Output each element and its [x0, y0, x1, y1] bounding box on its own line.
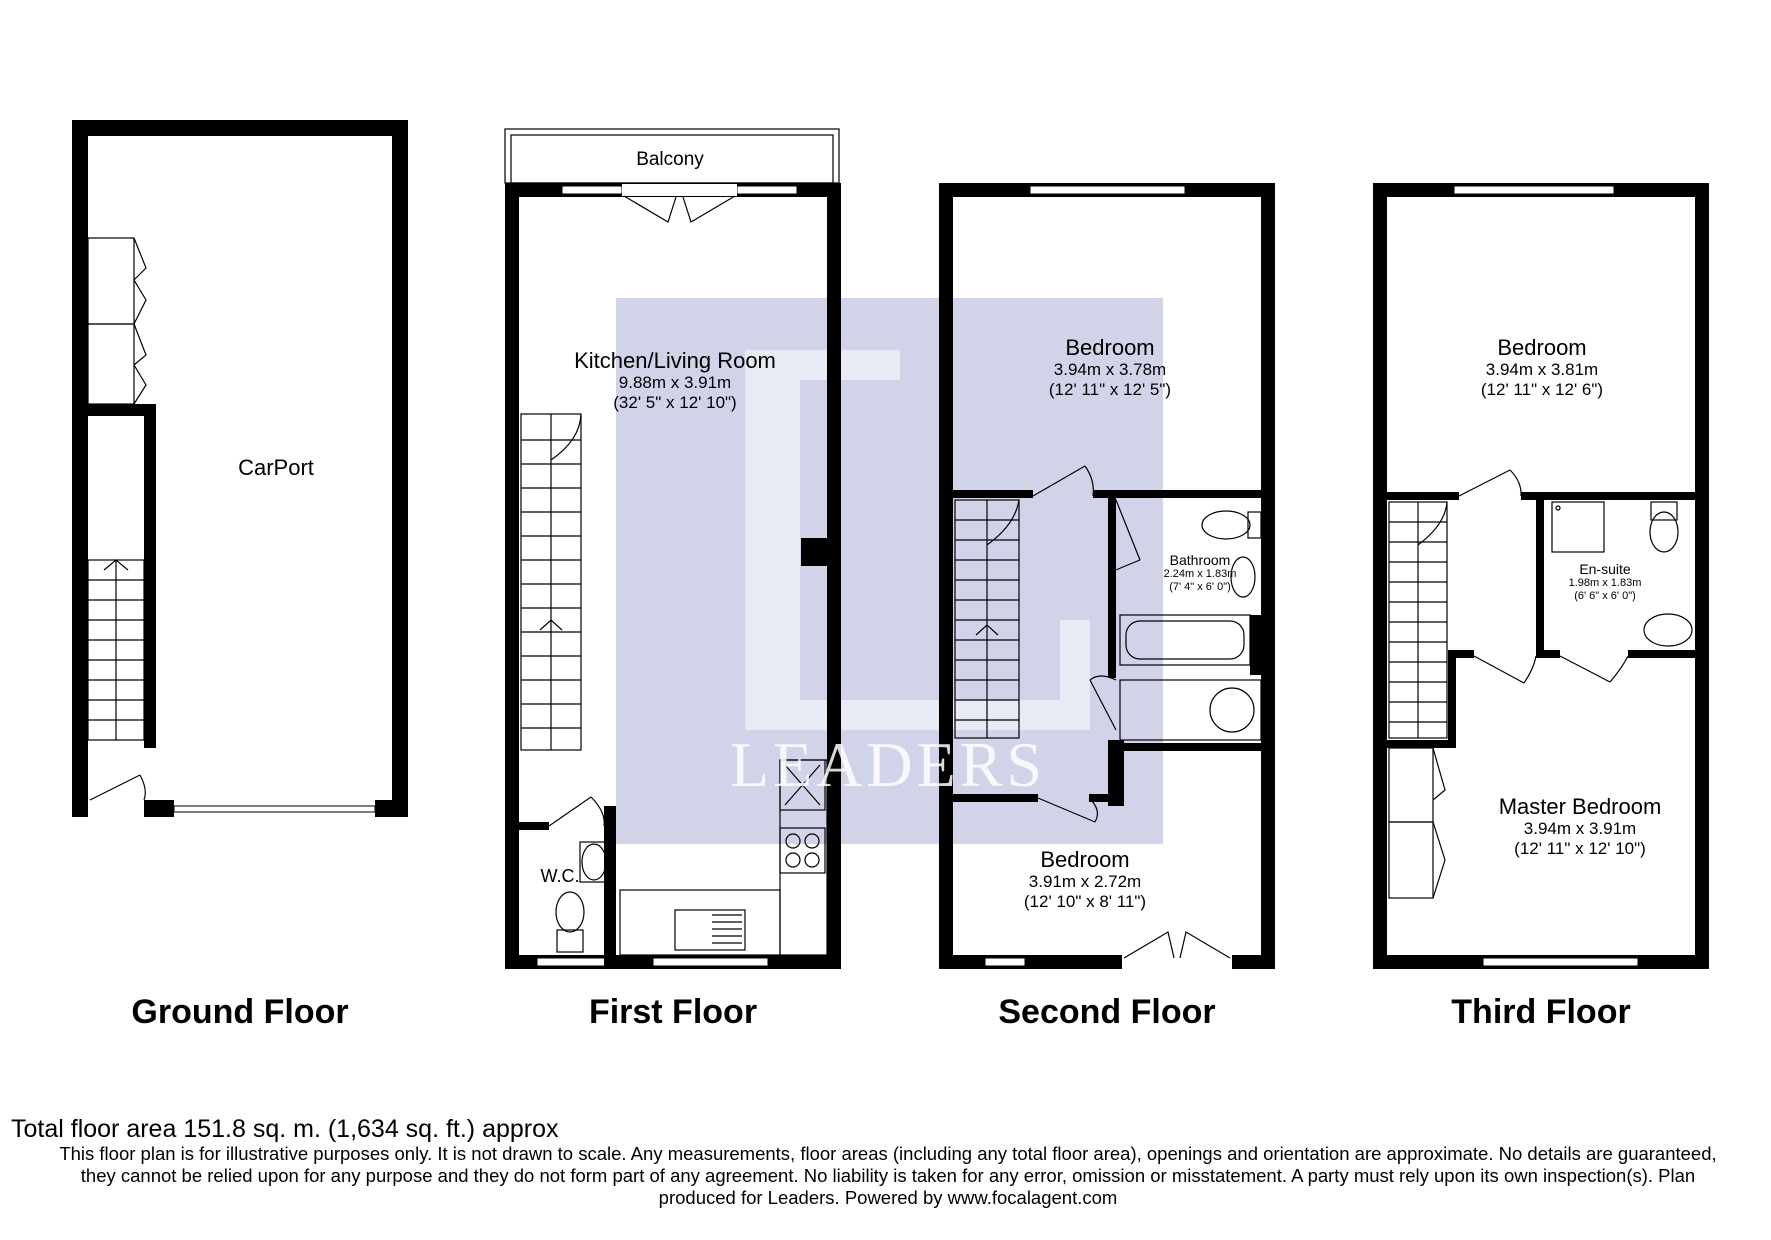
- room-imperial-ensuite: (6' 6" x 6' 0"): [1574, 589, 1636, 602]
- first-stairs: [521, 414, 581, 750]
- total-floor-area: Total floor area 151.8 sq. m. (1,634 sq. ft.) approx: [11, 1115, 559, 1143]
- room-bedroom-second-top: [1010, 335, 1210, 399]
- room-metric-ensuite: 1.98m x 1.83m: [1568, 577, 1642, 590]
- floor-title-third: Third Floor: [1451, 993, 1631, 1031]
- watermark-text: LEADERS: [730, 729, 1046, 800]
- room-ensuite: [1560, 561, 1650, 602]
- room-label-kitchen: Kitchen/Living Room: [574, 348, 776, 373]
- room-bedroom-third-top: [1442, 335, 1642, 399]
- room-metric-kitchen: 9.88m x 3.91m: [618, 373, 732, 393]
- room-metric-bedroom-second-bottom: 3.91m x 2.72m: [1028, 872, 1142, 892]
- room-master-bedroom: [1470, 794, 1690, 858]
- room-metric-bedroom-second-top: 3.94m x 3.78m: [1053, 360, 1167, 380]
- disclaimer-text: This floor plan is for illustrative purposes only. It is not drawn to scale. Any measurements, floor areas (including any total floor area), openings and orientation are approximate. No details are guaranteed, they cannot be relied upon for any purpose and they do not form part of any agreement. No liability is taken for any error, omission or misstatement. A party must rely upon its own inspection(s). Plan produced for Leaders. Powered by www.focalagent.com: [59, 1143, 1717, 1208]
- room-label-bedroom-second-bottom: Bedroom: [1040, 847, 1130, 872]
- room-imperial-bathroom: (7' 4" x 6' 0"): [1169, 580, 1231, 593]
- floor-title-second: Second Floor: [998, 993, 1216, 1031]
- room-label-ensuite: En-suite: [1579, 561, 1631, 577]
- room-label-balcony: Balcony: [636, 149, 704, 170]
- room-label-bedroom-second-top: Bedroom: [1065, 335, 1155, 360]
- floor-title-first: First Floor: [588, 993, 758, 1031]
- room-label-master-bedroom: Master Bedroom: [1498, 794, 1662, 819]
- room-metric-bedroom-third-top: 3.94m x 3.81m: [1485, 360, 1599, 380]
- floor-title-ground: Ground Floor: [131, 993, 349, 1031]
- room-bathroom: [1140, 552, 1260, 593]
- room-metric-master-bedroom: 3.94m x 3.91m: [1523, 819, 1637, 839]
- third-stairs: [1389, 502, 1447, 738]
- room-imperial-bedroom-third-top: (12' 11" x 12' 6"): [1480, 379, 1604, 399]
- room-imperial-bedroom-second-top: (12' 11" x 12' 5"): [1048, 379, 1172, 399]
- room-label-bathroom: Bathroom: [1169, 552, 1231, 568]
- room-bedroom-second-bottom: [985, 847, 1185, 911]
- room-metric-bathroom: 2.24m x 1.83m: [1163, 568, 1237, 581]
- room-label-carport: CarPort: [238, 455, 314, 480]
- room-imperial-master-bedroom: (12' 11" x 12' 10"): [1514, 838, 1646, 858]
- room-kitchen: [530, 348, 820, 412]
- room-label-wc: W.C.: [540, 866, 580, 886]
- room-imperial-kitchen: (32' 5" x 12' 10"): [613, 392, 737, 412]
- room-label-bedroom-third-top: Bedroom: [1497, 335, 1587, 360]
- room-imperial-bedroom-second-bottom: (12' 10" x 8' 11"): [1023, 891, 1147, 911]
- ground-stairs: [88, 560, 144, 740]
